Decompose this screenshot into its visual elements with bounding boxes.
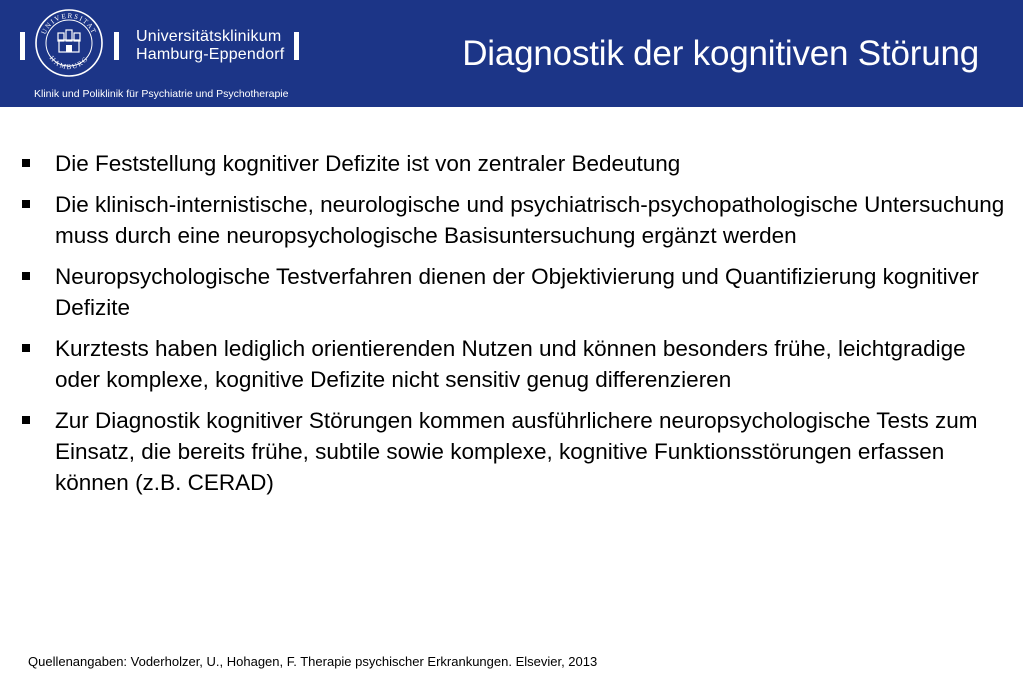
- header-banner: [0, 0, 1023, 107]
- bullet-square-icon: [22, 416, 30, 424]
- logo-bar-left: [20, 32, 25, 60]
- bullet-list: [22, 148, 1012, 508]
- bullet-square-icon: [22, 200, 30, 208]
- bullet-item: [22, 405, 1012, 498]
- bullet-text: Die Feststellung kognitiver Defizite ist von zentraler Bedeutung: [55, 151, 681, 176]
- institution-line-2: Hamburg-Eppendorf: [136, 46, 285, 63]
- bullet-text: Zur Diagnostik kognitiver Störungen kommen ausführlichere neuropsychologische Tests zum Einsatz, die bereits frühe, subtile sowie komplexe, kognitive Funktionsstörungen erfassen können (z.B. CERAD): [55, 408, 978, 495]
- slide-title: Diagnostik der kognitiven Störung: [462, 34, 979, 73]
- svg-text:HAMBURG: HAMBURG: [47, 54, 91, 72]
- bullet-text: Die klinisch-internistische, neurologische und psychiatrisch-psychopathologische Untersuchung muss durch eine neuropsychologische Basisuntersuchung ergänzt werden: [55, 192, 1005, 248]
- institution-line-1: Universitätsklinikum: [136, 28, 282, 45]
- logo-bar-right: [294, 32, 299, 60]
- department-name: Klinik und Poliklinik für Psychiatrie und Psychotherapie: [34, 88, 289, 100]
- bullet-item: [22, 148, 1012, 179]
- bullet-square-icon: [22, 272, 30, 280]
- bullet-text: Neuropsychologische Testverfahren dienen der Objektivierung und Quantifizierung kognitiver Defizite: [55, 264, 979, 320]
- bullet-item: [22, 333, 1012, 395]
- logo-bar-middle: [114, 32, 119, 60]
- bullet-square-icon: [22, 344, 30, 352]
- institution-name: [136, 28, 284, 64]
- svg-text:UNIVERSITAT: UNIVERSITAT: [39, 11, 99, 36]
- university-seal-logo: [34, 8, 104, 78]
- bullet-square-icon: [22, 159, 30, 167]
- bullet-item: [22, 189, 1012, 251]
- source-reference: Quellenangaben: Voderholzer, U., Hohagen, F. Therapie psychischer Erkrankungen. Elsevier, 2013: [28, 654, 598, 669]
- bullet-text: Kurztests haben lediglich orientierenden Nutzen und können besonders frühe, leichtgradige oder komplexe, kognitive Defizite nicht sensitiv genug differenzieren: [55, 336, 966, 392]
- bullet-item: [22, 261, 1012, 323]
